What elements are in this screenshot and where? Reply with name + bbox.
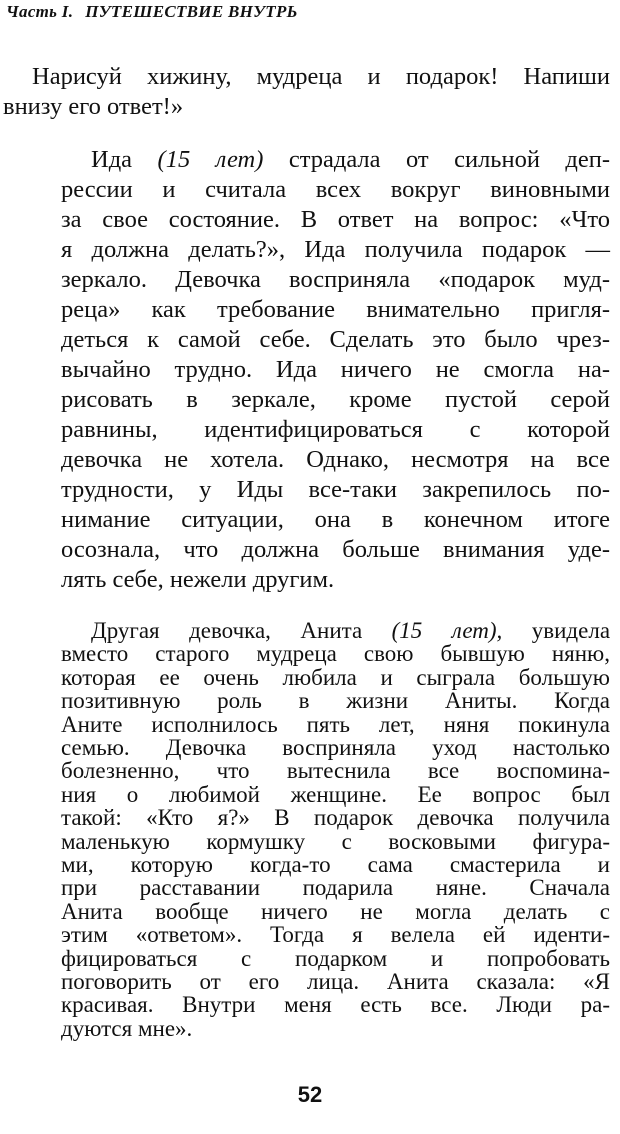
text-line: вместо старого мудреца свою бывшую няню, — [61, 641, 610, 667]
text-line: дуются мне». — [61, 1015, 193, 1041]
text-line: трудности, у Иды все-таки закрепилось по- — [61, 476, 610, 503]
header-title: ПУТЕШЕСТВИЕ ВНУТРЬ — [85, 2, 298, 21]
text-line: зеркало. Девочка восприняла «подарок муд- — [61, 266, 610, 293]
italic-age: (15 лет), — [391, 618, 503, 643]
text-line: рессии и считала всех вокруг виновными — [61, 176, 610, 203]
text-line: рисовать в зеркале, кроме пустой серой — [61, 386, 610, 413]
text-span: Другая девочка, Анита — [91, 618, 363, 643]
italic-age: (15 лет) — [157, 146, 264, 173]
text-line: болезненно, что вытеснила все воспомина- — [61, 758, 610, 784]
text-line: равнины, идентифицироваться с которой — [61, 416, 610, 443]
page-number: 52 — [297, 1082, 323, 1107]
text-line: Нарисуй хижину, мудреца и подарок! Напиши — [32, 63, 610, 90]
text-line: фицироваться с подарком и попробовать — [61, 945, 610, 971]
text-line: ми, которую когда-то сама смастерила и — [61, 852, 610, 877]
text-line: Аните исполнилось пять лет, няня покинула — [61, 711, 610, 737]
running-header — [6, 2, 298, 22]
header-part: Часть I. — [6, 2, 74, 21]
text-line: поговорить от его лица. Анита сказала: «Я — [61, 969, 610, 994]
text-line: позитивную роль в жизни Аниты. Когда — [61, 688, 610, 714]
text-line: такой: «Кто я?» В подарок девочка получила — [61, 805, 610, 831]
text-line: реца» как требование внимательно пригля- — [61, 296, 610, 323]
text-line: которая ее очень любила и сыграла большую — [61, 664, 610, 690]
text-line — [91, 619, 610, 642]
text-line: ния о любимой женщине. Ее вопрос был — [61, 781, 610, 807]
text-line: девочка не хотела. Однако, несмотря на все — [61, 446, 610, 473]
text-line: семью. Девочка восприняла уход настолько — [61, 735, 610, 760]
text-span: увидела — [531, 618, 611, 643]
text-line: я должна делать?», Ида получила подарок — — [61, 236, 610, 263]
text-line: вычайно трудно. Ида ничего не смогла на- — [61, 356, 610, 383]
text-line: этим «ответом». Тогда я велела ей иденти- — [61, 922, 610, 948]
text-line: осознала, что должна больше внимания уде- — [61, 536, 610, 563]
text-line: Анита вообще ничего не могла делать с — [61, 898, 610, 924]
text-line: внизу его ответ!» — [3, 93, 184, 120]
text-line: деться к самой себе. Сделать это было чрез- — [61, 326, 610, 353]
text-span: страдала от сильной деп- — [288, 146, 611, 173]
text-line: лять себе, нежели другим. — [61, 566, 335, 593]
text-line: за свое состояние. В ответ на вопрос: «Что — [61, 206, 610, 233]
text-line: при расставании подарила няне. Сначала — [61, 875, 610, 901]
text-span: Ида — [91, 146, 133, 173]
text-line: красивая. Внутри меня есть все. Люди ра- — [61, 992, 610, 1018]
text-line — [91, 145, 610, 175]
text-line: маленькую кормушку с восковыми фигура- — [61, 828, 610, 854]
text-line: нимание ситуации, она в конечном итоге — [61, 506, 610, 533]
